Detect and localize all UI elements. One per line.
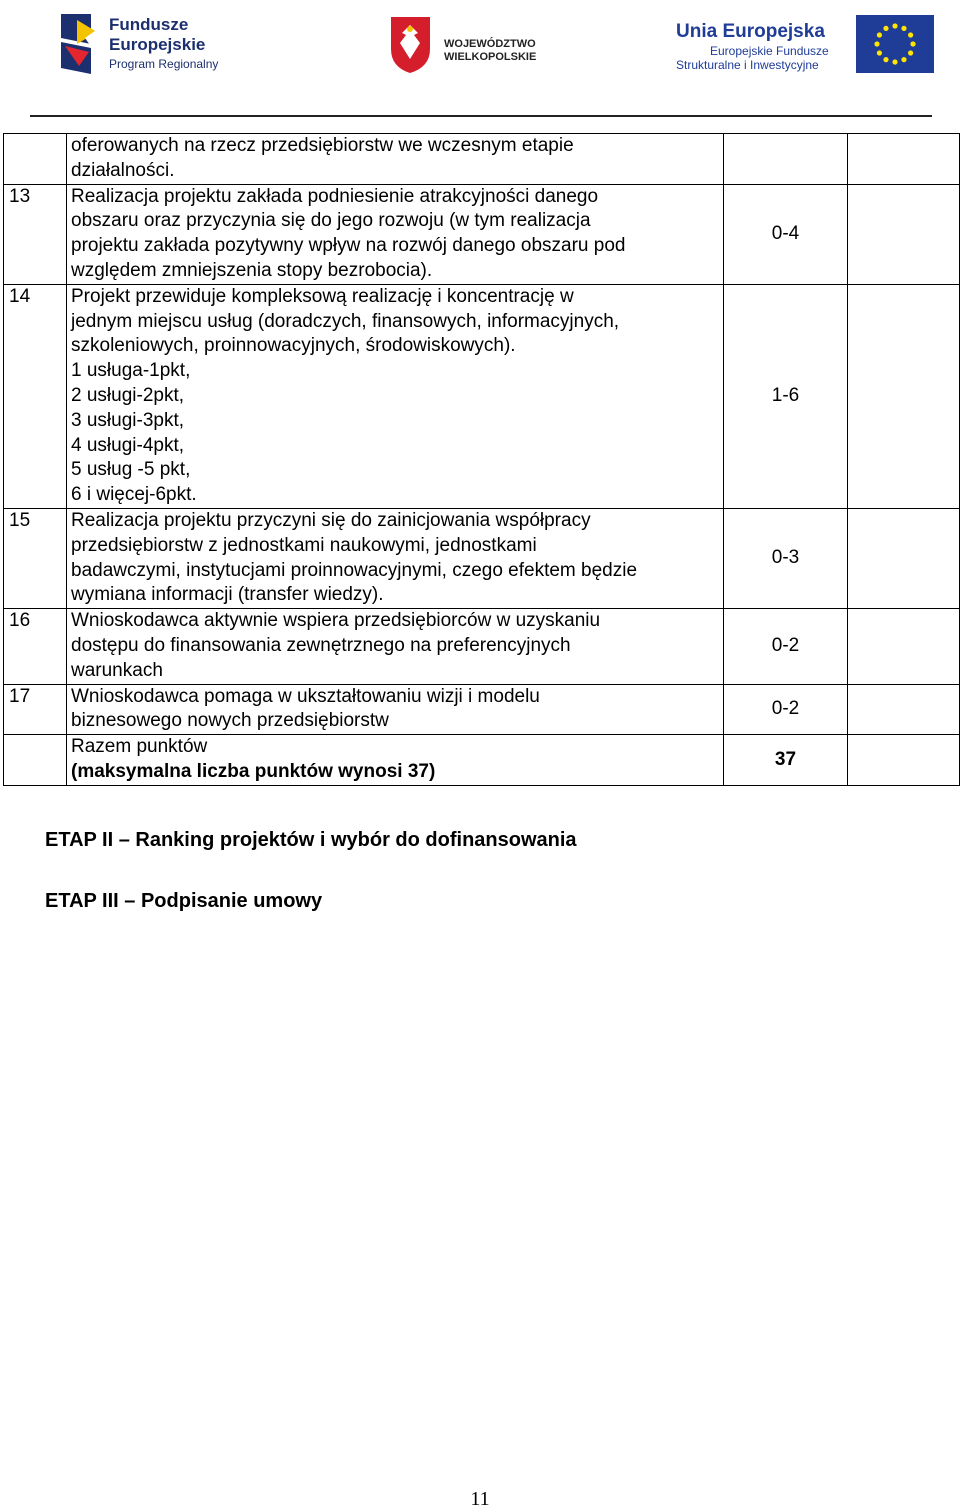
logo-header xyxy=(0,0,960,100)
score-cell xyxy=(848,735,960,786)
row-number: 15 xyxy=(4,508,67,608)
criterion-line: względem zmniejszenia stopy bezrobocia). xyxy=(71,259,433,281)
points-range: 0-2 xyxy=(724,609,848,684)
row-number xyxy=(4,735,67,786)
criterion-line: jednym miejscu usług (doradczych, finansowych, informacyjnych, xyxy=(71,310,620,332)
total-max-label: (maksymalna liczba punktów wynosi 37) xyxy=(71,760,436,782)
criterion-line: Realizacja projektu zakłada podniesienie atrakcyjności danego xyxy=(71,185,599,207)
criterion-line: 4 usługi-4pkt, xyxy=(71,434,185,456)
score-cell xyxy=(848,134,960,185)
criterion-line: Projekt przewiduje kompleksową realizację i koncentrację w xyxy=(71,285,574,307)
total-row xyxy=(4,735,960,786)
points-range xyxy=(724,134,848,185)
total-points: 37 xyxy=(724,735,848,786)
score-cell xyxy=(848,184,960,284)
wlkp-logo-line2: WIELKOPOLSKIE xyxy=(444,51,537,63)
table-row xyxy=(4,508,960,608)
criterion-line: działalności. xyxy=(71,159,175,181)
total-label-cell xyxy=(67,735,724,786)
criterion-line: dostępu do finansowania zewnętrznego na preferencyjnych xyxy=(71,634,571,656)
wielkopolskie-coat-of-arms-logo xyxy=(388,15,538,75)
criterion-line: przedsiębiorstw z jednostkami naukowymi, jednostkami xyxy=(71,534,537,556)
criterion-line: badawczymi, instytucjami proinnowacyjnymi, czego efektem będzie xyxy=(71,559,638,581)
table-row xyxy=(4,134,960,185)
points-range: 1-6 xyxy=(724,284,848,508)
row-number: 16 xyxy=(4,609,67,684)
criterion-text xyxy=(67,684,724,735)
points-range: 0-2 xyxy=(724,684,848,735)
wlkp-logo-line1: WOJEWÓDZTWO xyxy=(444,38,536,50)
criterion-line: projektu zakłada pozytywny wpływ na rozwój danego obszaru pod xyxy=(71,235,626,257)
criteria-table xyxy=(3,133,960,786)
criterion-text xyxy=(67,134,724,185)
fe-logo-line2: Europejskie xyxy=(109,35,206,54)
points-range: 0-4 xyxy=(724,184,848,284)
row-number: 13 xyxy=(4,184,67,284)
criterion-line: obszaru oraz przyczynia się do jego rozwoju (w tym realizacja xyxy=(71,210,591,232)
eu-funds-logo xyxy=(672,15,937,75)
criterion-line: oferowanych na rzecz przedsiębiorstw we wczesnym etapie xyxy=(71,135,574,156)
etap-2-heading: ETAP II – Ranking projektów i wybór do dofinansowania xyxy=(45,829,577,851)
score-cell xyxy=(848,284,960,508)
criterion-text xyxy=(67,184,724,284)
table-row xyxy=(4,609,960,684)
row-number: 14 xyxy=(4,284,67,508)
table-row xyxy=(4,684,960,735)
total-label: Razem punktów xyxy=(71,736,208,758)
row-number: 17 xyxy=(4,684,67,735)
score-cell xyxy=(848,609,960,684)
eu-logo-line3: Strukturalne i Inwestycyjne xyxy=(676,58,819,72)
criterion-line: 6 i więcej-6pkt. xyxy=(71,484,197,506)
fe-logo-line3: Program Regionalny xyxy=(109,57,219,71)
score-cell xyxy=(848,684,960,735)
criterion-line: 1 usługa-1pkt, xyxy=(71,360,191,382)
criterion-line: Wnioskodawca aktywnie wspiera przedsiębiorców w uzyskaniu xyxy=(71,610,601,632)
table-row xyxy=(4,184,960,284)
page-number: 11 xyxy=(470,1488,490,1510)
fundusze-europejskie-logo xyxy=(55,8,255,80)
criterion-line: 2 usługi-2pkt, xyxy=(71,384,185,406)
row-number xyxy=(4,134,67,185)
points-range: 0-3 xyxy=(724,508,848,608)
etap-3-heading: ETAP III – Podpisanie umowy xyxy=(45,890,323,912)
criterion-line: biznesowego nowych przedsiębiorstw xyxy=(71,710,389,732)
criterion-line: 3 usługi-3pkt, xyxy=(71,409,185,431)
criterion-line: 5 usług -5 pkt, xyxy=(71,459,191,481)
fe-logo-line1: Fundusze xyxy=(109,15,189,34)
score-cell xyxy=(848,508,960,608)
eu-logo-line2: Europejskie Fundusze xyxy=(710,44,829,58)
header-rule xyxy=(30,115,932,117)
criterion-text xyxy=(67,508,724,608)
criterion-line: wymiana informacji (transfer wiedzy). xyxy=(71,584,384,606)
criterion-text xyxy=(67,284,724,508)
table-row xyxy=(4,284,960,508)
criterion-text xyxy=(67,609,724,684)
criterion-line: Wnioskodawca pomaga w ukształtowaniu wizji i modelu xyxy=(71,685,540,707)
criterion-line: warunkach xyxy=(71,659,163,681)
criterion-line: szkoleniowych, proinnowacyjnych, środowiskowych). xyxy=(71,335,516,357)
eu-logo-line1: Unia Europejska xyxy=(676,21,825,42)
criterion-line: Realizacja projektu przyczyni się do zainicjowania współpracy xyxy=(71,509,591,531)
